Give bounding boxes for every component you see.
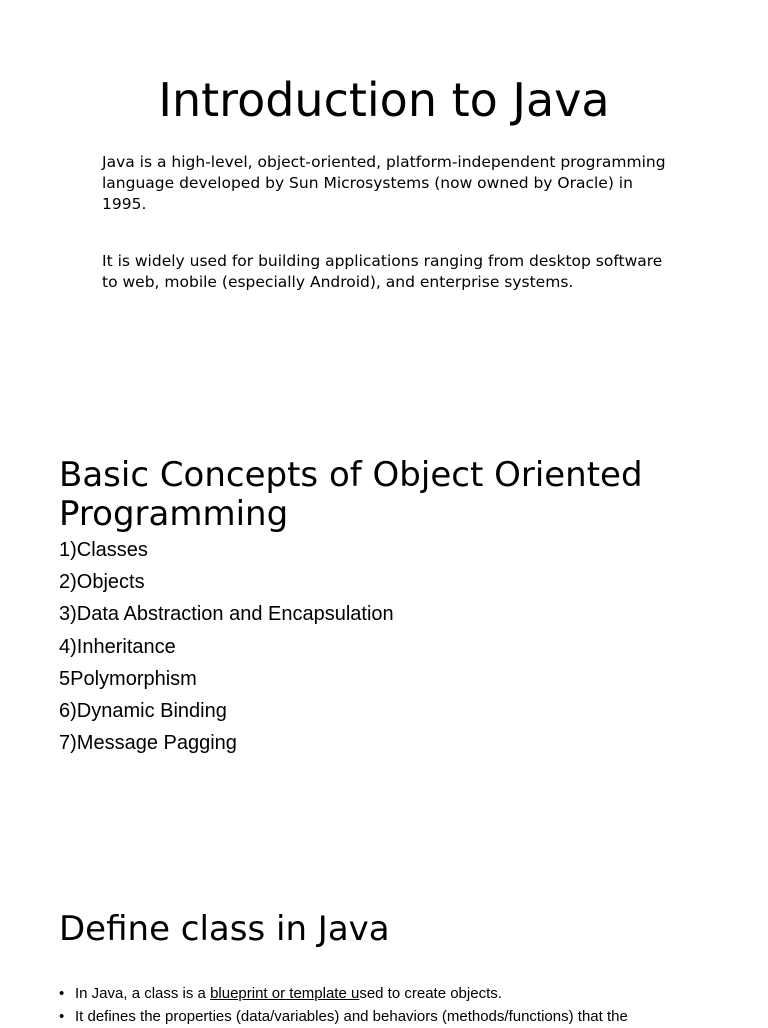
bullet-item <box>59 982 759 1005</box>
list-item: 7)Message Pagging <box>59 732 237 755</box>
list-item: 5Polymorphism <box>59 667 197 690</box>
underlined-text: blueprint or template u <box>210 985 360 1002</box>
intro-paragraph: Java is a high-level, object-oriented, platform-independent programming language developed by Sun Microsystems (now owned by Oracle) in 1995. <box>102 153 666 213</box>
oop-concepts-list <box>59 534 394 759</box>
intro-paragraph: It is widely used for building applications ranging from desktop software to web, mobile (especially Android), and enterprise systems. <box>102 252 663 291</box>
bullet-icon: • <box>59 985 65 1002</box>
bullet-text: sed to create objects. <box>359 985 502 1002</box>
section-title: Define class in Java <box>59 909 390 949</box>
bullet-icon: • <box>59 1008 65 1025</box>
list-item: 2)Objects <box>59 571 145 594</box>
bullet-text: In Java, a class is a <box>75 985 211 1002</box>
slide-title: Introduction to Java <box>158 73 610 127</box>
class-definition-bullets <box>59 982 759 1028</box>
bullet-text: It defines the properties (data/variables) and behaviors (methods/functions) that the <box>75 1008 628 1025</box>
list-item: 1)Classes <box>59 539 148 561</box>
list-item: 4)Inheritance <box>59 635 176 658</box>
list-item: 6)Dynamic Binding <box>59 699 227 722</box>
list-item: 3)Data Abstraction and Encapsulation <box>59 603 394 626</box>
section-title: Basic Concepts of Object Oriented Programming <box>59 455 643 534</box>
bullet-item <box>59 1005 759 1028</box>
